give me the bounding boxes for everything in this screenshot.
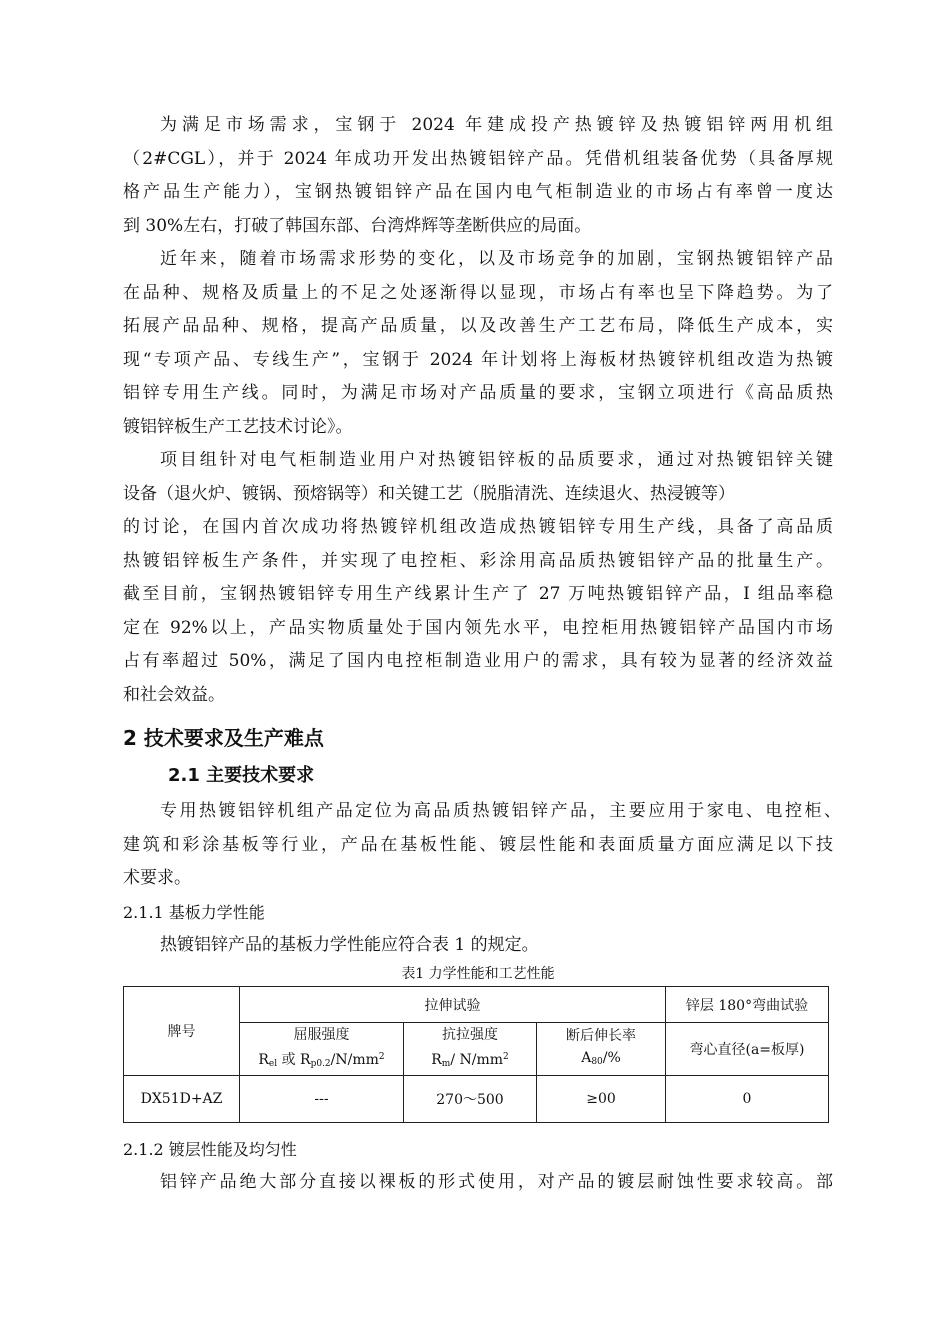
paragraph-tech-req-cont: 建筑和彩涂基板等行业，产品在基板性能、镀层性能和表面质量方面应满足以下技 术要求。: [123, 834, 833, 888]
section-heading-2-1-2: 2.1.2 镀层性能及均匀性: [123, 1140, 297, 1159]
cell-elongation: ≥00: [537, 1076, 666, 1123]
paragraph-intro-3-cont: 设备（退火炉、镀锅、预熔锅等）和关键工艺（脱脂清洗、连续退火、热浸镀等） 的讨论，在国内首次成功将热镀锌机组改造成热镀铝锌专用生产线，具备了高品质 热镀铝锌板生产条件，并实现了电控柜、彩涂用高品质热镀铝锌产品的批量生产。 截至目前，宝钢热镀铝锌专用生产线累计生产了 27 万吨热镀铝锌产品，I 组品率稳 定在 92%以上，产品实物质量处于国内领先水平，电控柜用热镀铝锌产品国内市场 占有率超过 50%，满足了国内电控柜制造业用户的需求，具有较为显著的经济效益 和社会效益。: [123, 483, 833, 705]
cell-tensile: 270～500: [404, 1076, 537, 1123]
paragraph-intro-1-cont: （2#CGL），并于 2024 年成功开发出热镀铝锌产品。凭借机组装备优势（具备厚规 格产品生产能力），宝钢热镀铝锌产品在国内电气柜制造业的市场占有率曾一度达 到 30%左右，打破了韩国东部、台湾烨辉等垄断供应的局面。: [123, 148, 833, 236]
header-bend-diameter: 弯心直径(a=板厚): [666, 1023, 829, 1076]
paragraph-intro-2: 近年来，随着市场需求形势的变化，以及市场竞争的加剧，宝钢热镀铝锌产品: [160, 249, 833, 269]
header-grade: 牌号: [124, 987, 240, 1076]
mechanical-properties-table: [123, 986, 829, 1123]
cell-grade: DX51D+AZ: [124, 1076, 240, 1123]
header-tensile-test: 拉伸试验: [240, 987, 666, 1023]
paragraph-substrate: 热镀铝锌产品的基板力学性能应符合表 1 的规定。: [160, 934, 539, 955]
table-caption: 表1 力学性能和工艺性能: [401, 966, 555, 982]
header-elongation: 断后伸长率 $A_{80}/\%$: [537, 1023, 666, 1076]
paragraph-coating: 铝锌产品绝大部分直接以裸板的形式使用，对产品的镀层耐蚀性要求较高。部: [160, 1172, 833, 1192]
document-page: [123, 109, 841, 1200]
paragraph-tech-req: 专用热镀铝锌机组产品定位为高品质热镀铝锌产品，主要应用于家电、电控柜、: [160, 801, 841, 821]
cell-bend: 0: [666, 1076, 829, 1123]
header-bend-test: 锌层 180°弯曲试验: [666, 987, 829, 1023]
cell-yield: ---: [240, 1076, 404, 1123]
paragraph-intro-1: 为满足市场需求，宝钢于 2024 年建成投产热镀锌及热镀铝锌两用机组: [160, 115, 833, 135]
section-heading-2: 2 技术要求及生产难点: [123, 726, 324, 750]
table-row: [124, 1076, 829, 1123]
section-heading-2-1: 2.1 主要技术要求: [168, 765, 315, 786]
section-heading-2-1-1: 2.1.1 基板力学性能: [123, 902, 265, 922]
header-tensile-strength: 抗拉强度 $R_m/$ $N/mm^2$: [404, 1023, 537, 1076]
paragraph-intro-2-cont: 在品种、规格及质量上的不足之处逐渐得以显现，市场占有率也呈下降趋势。为了 拓展产品品种、规格，提高产品质量，以及改善生产工艺布局，降低生产成本，实 现“专项产品、专线生产”，宝钢于 2024 年计划将上海板材热镀锌机组改造为热镀 铝锌专用生产线。同时，为满足市场对产品质量的要求，宝钢立项进行《高品质热 镀铝锌板生产工艺技术讨论》。: [123, 282, 833, 437]
header-yield-strength: 屈服强度 $R_{el}$ 或 $R_{p0.2}/N/mm^2$: [240, 1023, 404, 1076]
paragraph-intro-3: 项目组针对电气柜制造业用户对热镀铝锌板的品质要求，通过对热镀铝锌关键: [160, 450, 833, 470]
